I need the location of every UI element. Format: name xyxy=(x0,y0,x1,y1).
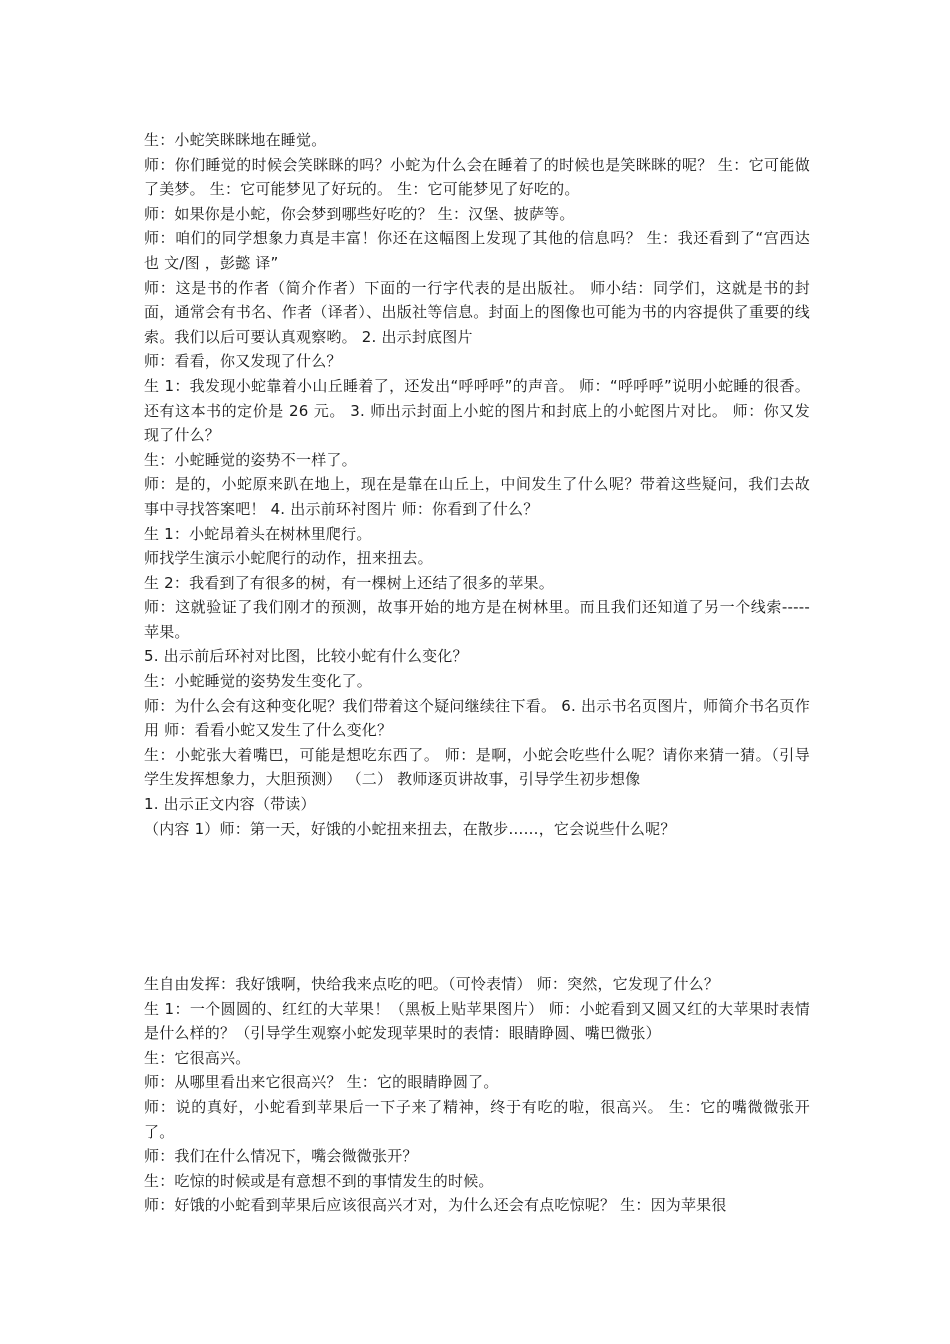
paragraph: 师：是的，小蛇原来趴在地上，现在是靠在山丘上，中间发生了什么呢？带着这些疑问，我们去故事中寻找答案吧！ 4. 出示前环衬图片 师：你看到了什么？ xyxy=(144,475,810,518)
paragraph: 师：你们睡觉的时候会笑眯眯的吗？小蛇为什么会在睡着了的时候也是笑眯眯的呢？ 生：它可能做了美梦。 生：它可能梦见了好玩的。 生：它可能梦见了好吃的。 xyxy=(144,155,810,199)
paragraph: （内容 1）师：第一天，好饿的小蛇扭来扭去，在散步……，它会说些什么呢？ xyxy=(144,819,676,838)
paragraph: 师找学生演示小蛇爬行的动作，扭来扭去。 xyxy=(144,549,433,568)
paragraph: 生：它很高兴。 xyxy=(144,1048,251,1067)
text-block-upper xyxy=(144,128,810,841)
paragraph: 生：小蛇张大着嘴巴，可能是想吃东西了。 师：是啊，小蛇会吃些什么呢？请你来猜一猜。（引导学生发挥想象力，大胆预测） （二） 教师逐页讲故事，引导学生初步想像 xyxy=(144,745,810,789)
text-block-lower xyxy=(144,972,810,1218)
paragraph: 师：我们在什么情况下，嘴会微微张开？ xyxy=(144,1147,418,1166)
paragraph: 生：小蛇睡觉的姿势发生变化了。 xyxy=(144,672,373,691)
paragraph: 生：小蛇睡觉的姿势不一样了。 xyxy=(144,450,357,469)
paragraph: 生自由发挥：我好饿啊，快给我来点吃的吧。（可怜表情） 师：突然，它发现了什么？ xyxy=(144,975,720,993)
paragraph: 师：这就验证了我们刚才的预测，故事开始的地方是在树林里。而且我们还知道了另一个线索-----苹果。 xyxy=(144,598,810,641)
paragraph: 5. 出示前后环衬对比图，比较小蛇有什么变化？ xyxy=(144,647,468,666)
paragraph: 1. 出示正文内容（带读） xyxy=(144,795,316,814)
paragraph: 师：好饿的小蛇看到苹果后应该很高兴才对，为什么还会有点吃惊呢？ 生：因为苹果很 xyxy=(144,1196,727,1215)
paragraph: 师：说的真好，小蛇看到苹果后一下子来了精神，终于有吃的啦，很高兴。 生：它的嘴微微张开了。 xyxy=(144,1097,810,1141)
paragraph: 师：这是书的作者（简介作者）下面的一行字代表的是出版社。 师小结：同学们，这就是书的封面，通常会有书名、作者（译者）、出版社等信息。封面上的图像也可能为书的内容提供了重要的线索。我们以后可要认真观察哟。 2. 出示封底图片 xyxy=(144,278,810,346)
paragraph: 生：小蛇笑眯眯地在睡觉。 xyxy=(144,131,327,149)
paragraph: 师：从哪里看出来它很高兴？ 生：它的眼睛睁圆了。 xyxy=(144,1073,499,1092)
paragraph: 生 1：我发现小蛇靠着小山丘睡着了，还发出“呼呼呼”的声音。 师：“呼呼呼”说明小蛇睡的很香。还有这本书的定价是 26 元。 3. 师出示封面上小蛇的图片和封底上的小蛇图片对比。 师：你又发现了什么？ xyxy=(144,376,810,445)
paragraph: 师：咱们的同学想象力真是丰富！你还在这幅图上发现了其他的信息吗？ 生：我还看到了“宫西达也 文/图 ，彭懿 译” xyxy=(144,229,810,272)
paragraph: 生 2：我看到了有很多的树，有一棵树上还结了很多的苹果。 xyxy=(144,573,554,592)
paragraph: 师：如果你是小蛇，你会梦到哪些好吃的？ 生：汉堡、披萨等。 xyxy=(144,204,575,223)
paragraph: 生 1：小蛇昂着头在树林里爬行。 xyxy=(144,524,372,543)
paragraph: 生 1：一个圆圆的、红红的大苹果！（黑板上贴苹果图片） 师：小蛇看到又圆又红的大苹果时表情是什么样的？（引导学生观察小蛇发现苹果时的表情：眼睛睁圆、嘴巴微张） xyxy=(144,999,810,1043)
paragraph: 生：吃惊的时候或是有意想不到的事情发生的时候。 xyxy=(144,1171,494,1190)
paragraph: 师：为什么会有这种变化呢？我们带着这个疑问继续往下看。 6. 出示书名页图片，师简介书名页作用 师：看看小蛇又发生了什么变化？ xyxy=(144,696,810,740)
paragraph: 师：看看，你又发现了什么？ xyxy=(144,352,342,371)
